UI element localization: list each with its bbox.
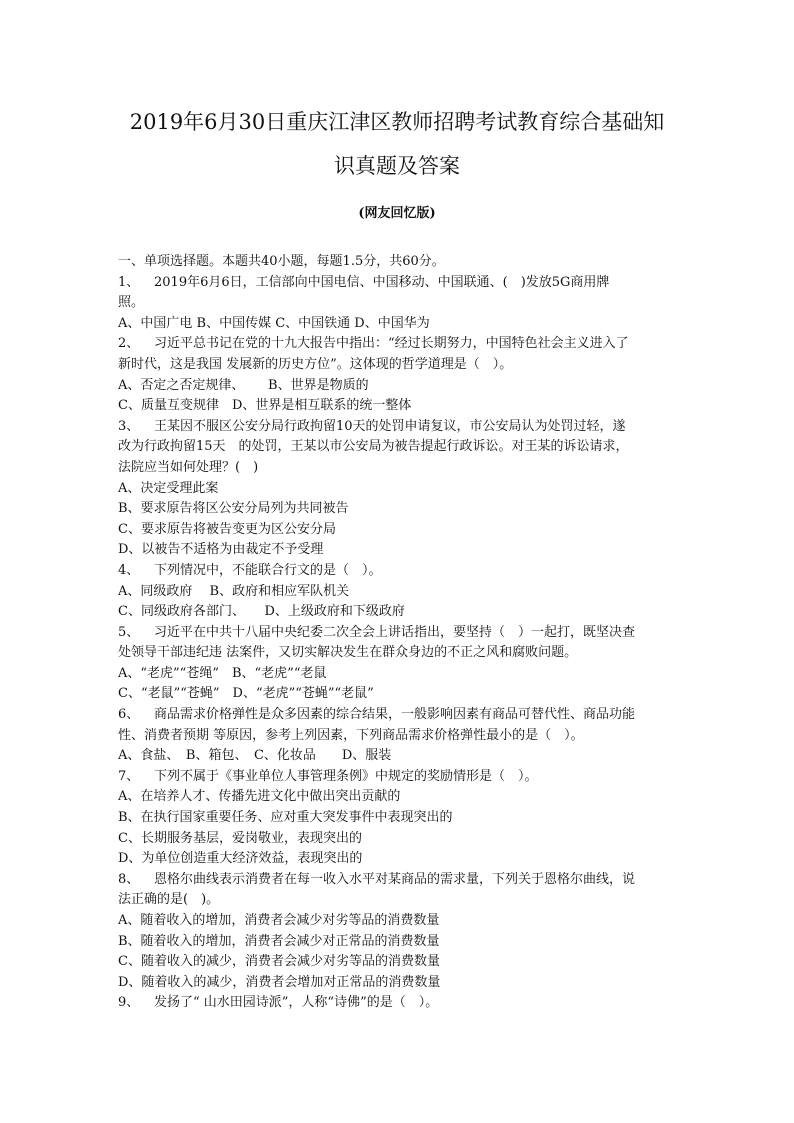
question-7-option: C、长期服务基层，爱岗敬业，表现突出的 — [118, 830, 362, 846]
question-4-option: A、同级政府 B、政府和相应军队机关 — [118, 583, 350, 599]
question-8-option: B、随着收入的增加，消费者会减少对正常品的消费数量 — [118, 933, 440, 949]
question-1-option: A、中国广电 B、中国传媒 C、中国铁通 D、中国华为 — [118, 315, 430, 331]
question-8-option: C、随着收入的减少，消费者会减少对劣等品的消费数量 — [118, 954, 440, 970]
question-2-option: A、否定之否定规律、 B、世界是物质的 — [118, 377, 369, 393]
question-1-stem-line-2: 照。 — [118, 295, 145, 311]
title-line-2: 识真题及答案 — [334, 154, 460, 178]
question-6-option: A、食盐、 B、箱包、 C、化妆品 D、服装 — [118, 748, 392, 764]
question-2-stem-line-2: 新时代，这是我国 发展新的历史方位”。这体现的哲学道理是（ ）。 — [118, 356, 513, 372]
question-3-option: D、以被告不适格为由裁定不予受理 — [118, 542, 324, 558]
section-heading: 一、单项选择题。本题共40小题，每题1.5分，共60分。 — [118, 254, 445, 269]
document-subtitle: (网友回忆版) — [358, 206, 436, 221]
question-5-option: A、“老虎”“苍绳” B、“老虎”“老鼠 — [118, 665, 327, 681]
question-5-option: C、“老鼠”“苍蝇” D、“老虎”“苍蝇”“老鼠” — [118, 686, 374, 702]
question-8-option: D、随着收入的减少，消费者会增加对正常品的消费数量 — [118, 974, 441, 990]
question-2-option: C、质量互变规律 D、世界是相互联系的统一整体 — [118, 398, 412, 414]
question-8-stem-line-1: 8、 恩格尔曲线表示消费者在每一收入水平对某商品的需求量，下列关于恩格尔曲线，说 — [118, 870, 678, 891]
question-number: 9、 — [118, 995, 140, 1011]
question-2-stem-line-1: 2、 习近平总书记在党的十九大报告中指出：“经过长期努力，中国特色社会主义进入了 — [118, 334, 678, 355]
question-number: 5、 — [118, 624, 140, 640]
title-line-1: 2019年6月30日重庆江津区教师招聘考试教育综合基础知 — [129, 110, 665, 134]
question-number: 8、 — [118, 871, 140, 887]
question-3-stem-line-1: 3、 王某因不服区公安分局行政拘留10天的处罚申请复议，市公安局认为处罚过轻，遂 — [118, 417, 678, 438]
question-9-stem-line-1: 9、 发扬了“ 山水田园诗派”，人称“诗佛”的是（ ）。 — [118, 993, 678, 1014]
question-4-option: C、同级政府各部门、 D、上级政府和下级政府 — [118, 604, 405, 620]
document-body — [118, 252, 678, 1014]
question-7-stem-line-1: 7、 下列不属于《事业单位人事管理条例》中规定的奖励情形是（ ）。 — [118, 767, 678, 788]
question-7-option: B、在执行国家重要任务、应对重大突发事件中表现突出的 — [118, 810, 453, 826]
question-3-option: A、决定受理此案 — [118, 480, 219, 496]
question-6-stem-line-1: 6、 商品需求价格弹性是众多因素的综合结果，一般影响因素有商品可替代性、商品功能 — [118, 705, 678, 726]
question-8-option: A、随着收入的增加，消费者会减少对劣等品的消费数量 — [118, 913, 440, 928]
document-title — [100, 100, 694, 188]
question-number: 2、 — [118, 336, 140, 352]
question-number: 1、 — [118, 274, 140, 290]
question-7-option: A、在培养人才、传播先进文化中做出突出贡献的 — [118, 789, 401, 805]
question-5-stem-line-1: 5、 习近平在中共十八届中央纪委二次全会上讲话指出，要坚持（ ）一起打，既坚决查 — [118, 623, 678, 644]
question-3-stem-line-3: 法院应当如何处理？( ) — [118, 459, 259, 475]
question-5-stem-line-2: 处领导干部违纪违 法案件，又切实解决发生在群众身边的不正之风和腐败问题。 — [118, 645, 578, 661]
question-number: 3、 — [118, 418, 140, 434]
question-3-option: B、要求原告将区公安分局列为共同被告 — [118, 501, 349, 517]
question-number: 7、 — [118, 768, 140, 784]
question-6-stem-line-2: 性、消费者预期 等原因，参考上列因素，下列商品需求价格弹性最小的是（ ）。 — [118, 727, 584, 743]
question-1-stem-line-1: 1、 2019年6月6日，工信部向中国电信、中国移动、中国联通、( )发放5G商用牌 — [118, 273, 678, 294]
question-8-stem-line-2: 法正确的是( )。 — [118, 892, 220, 908]
question-number: 4、 — [118, 562, 140, 578]
question-4-stem-line-1: 4、 下列情况中，不能联合行文的是（ ）。 — [118, 561, 678, 582]
question-7-option: D、为单位创造重大经济效益，表现突出的 — [118, 851, 363, 867]
question-3-option: C、要求原告将被告变更为区公安分局 — [118, 521, 336, 537]
question-3-stem-line-2: 改为行政拘留15天 的处罚，王某以市公安局为被告提起行政诉讼。对王某的诉讼请求， — [118, 439, 629, 455]
question-number: 6、 — [118, 707, 140, 723]
